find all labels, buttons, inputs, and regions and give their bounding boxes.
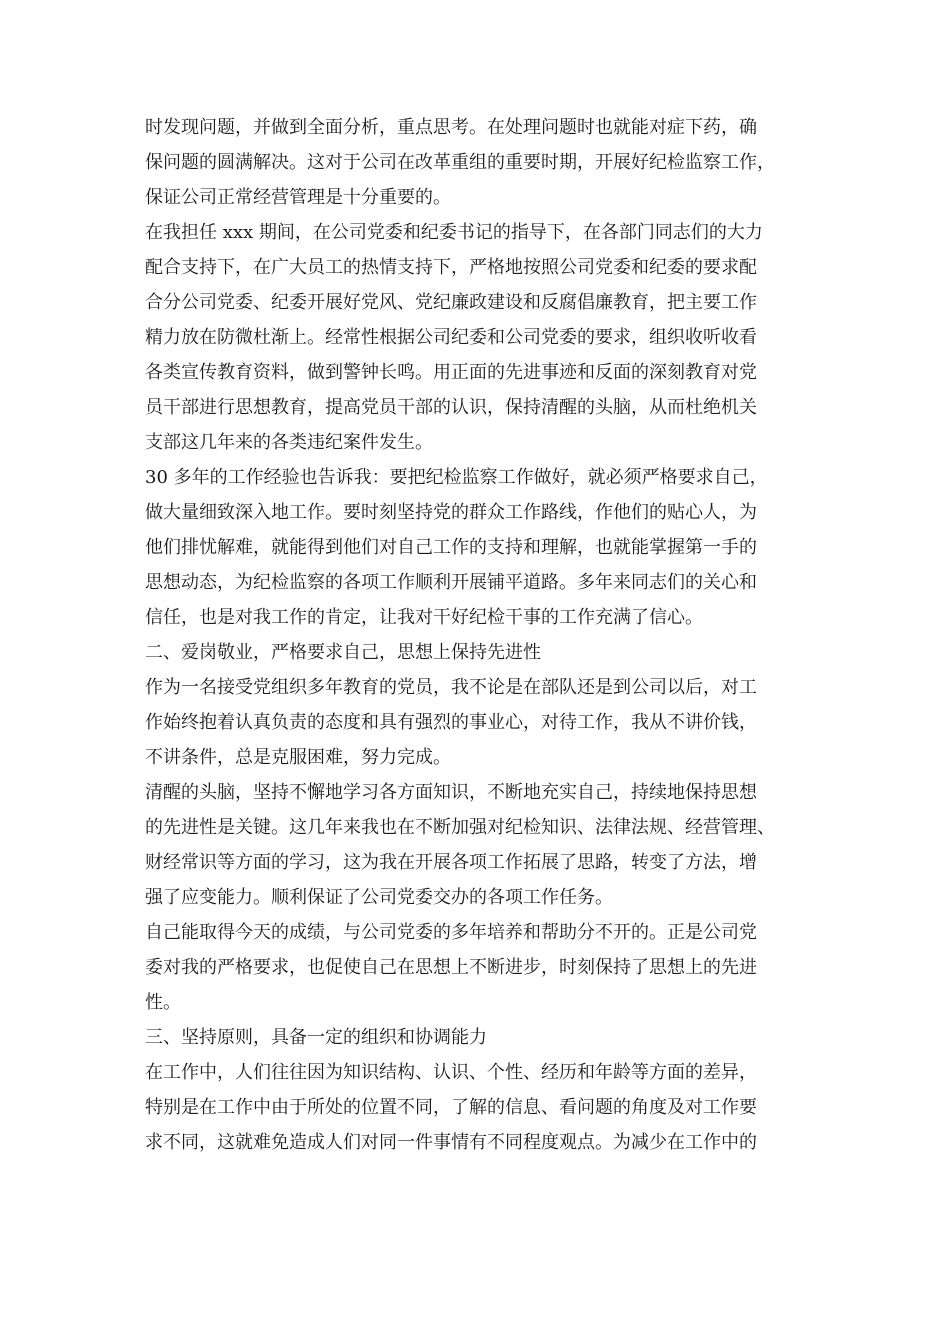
text-line: 合分公司党委、纪委开展好党风、党纪廉政建设和反腐倡廉教育，把主要工作 (145, 292, 757, 313)
text-line: 不讲条件，总是克服困难，努力完成。 (145, 747, 451, 768)
text-line: 思想动态，为纪检监察的各项工作顺利开展铺平道路。多年来同志们的关心和 (145, 572, 757, 593)
section-heading: 三、坚持原则，具备一定的组织和协调能力 (145, 1027, 487, 1048)
text-line: 保问题的圆满解决。这对于公司在改革重组的重要时期，开展好纪检监察工作， (145, 152, 775, 173)
text-line: 的先进性是关键。这几年来我也在不断加强对纪检知识、法律法规、经营管理、 (145, 817, 775, 838)
text-line: 财经常识等方面的学习，这为我在开展各项工作拓展了思路，转变了方法，增 (145, 852, 757, 873)
text-line: 强了应变能力。顺利保证了公司党委交办的各项工作任务。 (145, 887, 613, 908)
text-line: 精力放在防微杜渐上。经常性根据公司纪委和公司党委的要求，组织收听收看 (145, 327, 757, 348)
text-line: 在我担任 xxx 期间，在公司党委和纪委书记的指导下，在各部门同志们的大力 (145, 222, 763, 243)
text-line: 各类宣传教育资料，做到警钟长鸣。用正面的先进事迹和反面的深刻教育对党 (145, 362, 757, 383)
text-line: 信任，也是对我工作的肯定，让我对干好纪检干事的工作充满了信心。 (145, 607, 703, 628)
text-line: 支部这几年来的各类违纪案件发生。 (145, 432, 433, 453)
text-line: 配合支持下，在广大员工的热情支持下，严格地按照公司党委和纪委的要求配 (145, 257, 757, 278)
text-line: 作为一名接受党组织多年教育的党员，我不论是在部队还是到公司以后，对工 (145, 677, 757, 698)
text-line: 在工作中，人们往往因为知识结构、认识、个性、经历和年龄等方面的差异， (145, 1062, 757, 1083)
document-body-text (145, 110, 815, 1160)
text-line: 他们排忧解难，就能得到他们对自己工作的支持和理解，也就能掌握第一手的 (145, 537, 757, 558)
text-line: 性。 (145, 992, 181, 1013)
text-line: 特别是在工作中由于所处的位置不同，了解的信息、看问题的角度及对工作要 (145, 1097, 757, 1118)
text-line: 做大量细致深入地工作。要时刻坚持党的群众工作路线，作他们的贴心人，为 (145, 502, 757, 523)
text-line: 自己能取得今天的成绩，与公司党委的多年培养和帮助分不开的。正是公司党 (145, 922, 757, 943)
text-line: 30 多年的工作经验也告诉我：要把纪检监察工作做好，就必须严格要求自己， (145, 467, 768, 488)
text-line: 作始终抱着认真负责的态度和具有强烈的事业心，对待工作，我从不讲价钱， (145, 712, 757, 733)
text-line: 时发现问题，并做到全面分析，重点思考。在处理问题时也就能对症下药，确 (145, 117, 757, 138)
text-line: 清醒的头脑，坚持不懈地学习各方面知识，不断地充实自己，持续地保持思想 (145, 782, 757, 803)
section-heading: 二、爱岗敬业，严格要求自己，思想上保持先进性 (145, 642, 541, 663)
text-line: 求不同，这就难免造成人们对同一件事情有不同程度观点。为减少在工作中的 (145, 1132, 757, 1153)
text-line: 保证公司正常经营管理是十分重要的。 (145, 187, 451, 208)
text-line: 委对我的严格要求，也促使自己在思想上不断进步，时刻保持了思想上的先进 (145, 957, 757, 978)
text-line: 员干部进行思想教育，提高党员干部的认识，保持清醒的头脑，从而杜绝机关 (145, 397, 757, 418)
